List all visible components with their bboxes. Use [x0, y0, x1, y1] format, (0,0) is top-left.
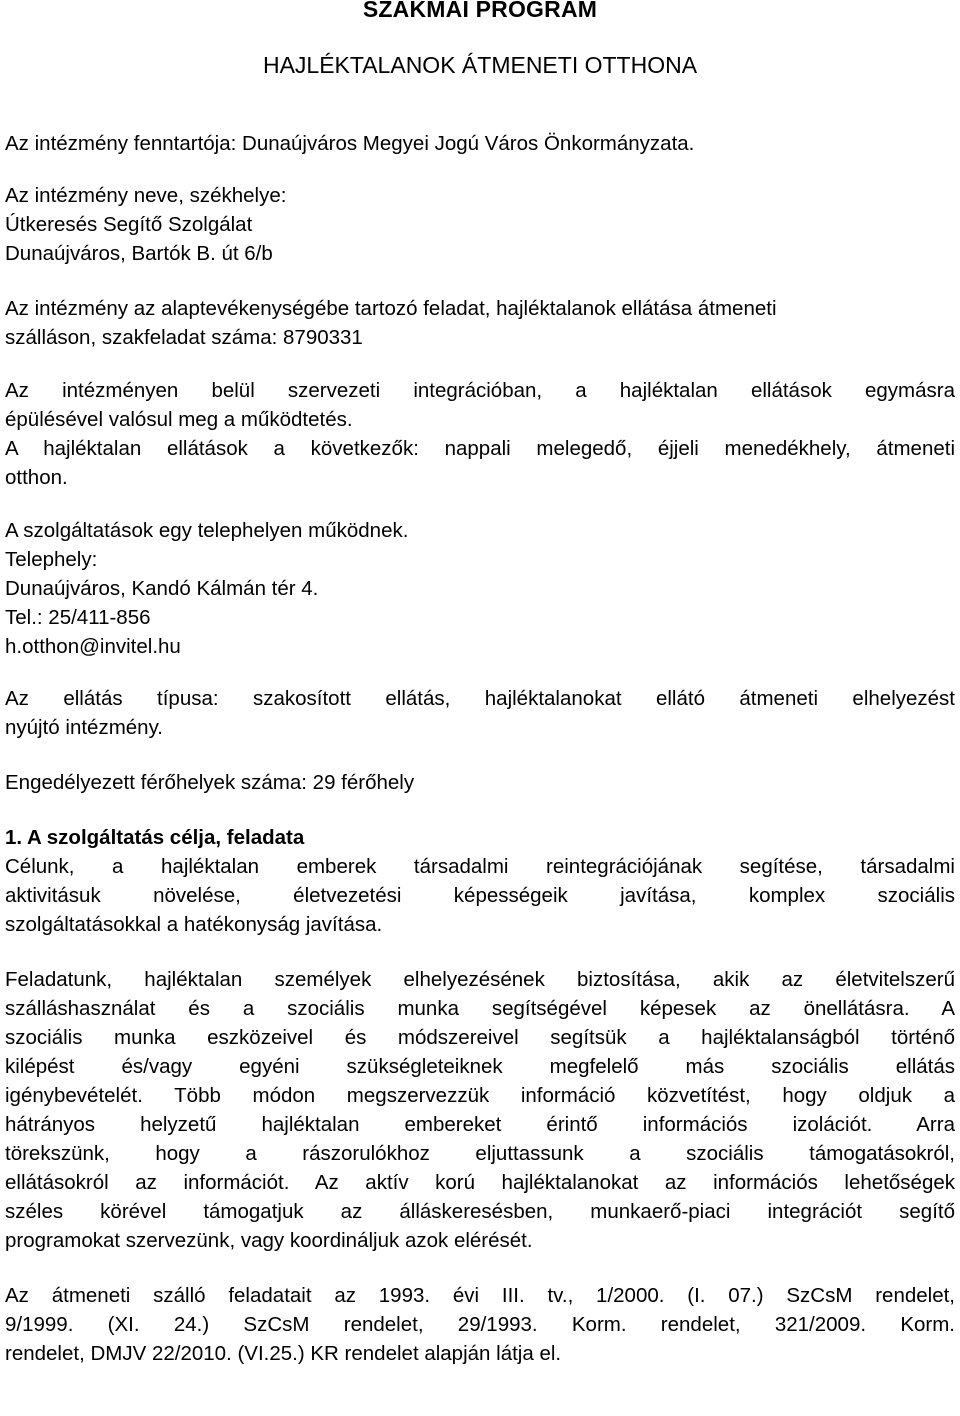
paragraph-line: Az átmeneti szálló feladatait az 1993. évi III. tv., 1/2000. (I. 07.) SzCsM rendelet,	[5, 1284, 955, 1307]
institution-name-label: Az intézmény neve, székhelye:	[5, 184, 287, 207]
paragraph-line: törekszünk, hogy a rászorulókhoz eljuttassunk a szociális támogatásokról,	[5, 1142, 955, 1165]
activity-line-1: Az intézmény az alaptevékenységébe tartozó feladat, hajléktalanok ellátása átmeneti	[5, 297, 777, 320]
document-page	[5, 0, 955, 1368]
paragraph-line: szociális munka eszközeivel és módszereivel segítsük a hajléktalanságból történő	[5, 1026, 955, 1049]
section-1-paragraph-1	[5, 852, 955, 939]
site-phone: Tel.: 25/411-856	[5, 606, 151, 629]
paragraph-line: széles körével támogatjuk az álláskeresésben, munkaerő-piaci integrációt segítő	[5, 1200, 955, 1223]
integration-line-3: A hajléktalan ellátások a következők: nappali melegedő, éjjeli menedékhely, átmeneti	[5, 437, 955, 460]
institution-name-block	[5, 181, 955, 268]
paragraph-line: programokat szervezünk, vagy koordináljuk azok elérését.	[5, 1229, 533, 1252]
paragraph-line: ellátásokról az információt. Az aktív korú hajléktalanokat az információs lehetőségek	[5, 1171, 955, 1194]
paragraph-line: aktivitásuk növelése, életvezetési képességeik javítása, komplex szociális	[5, 884, 955, 907]
service-type-block	[5, 684, 955, 742]
paragraph-line: 9/1999. (XI. 24.) SzCsM rendelet, 29/1993. Korm. rendelet, 321/2009. Korm.	[5, 1313, 955, 1336]
integration-line-2: épülésével valósul meg a működtetés.	[5, 408, 353, 431]
integration-line-4: otthon.	[5, 466, 68, 489]
integration-line-1: Az intézményen belül szervezeti integrációban, a hajléktalan ellátások egymásra	[5, 379, 955, 402]
institution-address: Dunaújváros, Bartók B. út 6/b	[5, 242, 273, 265]
capacity-line: Engedélyezett férőhelyek száma: 29 férőhely	[5, 771, 415, 794]
paragraph-line: hátrányos helyzetű hajléktalan embereket érintő információs izolációt. Arra	[5, 1113, 955, 1136]
service-type-line-1: Az ellátás típusa: szakosított ellátás, hajléktalanokat ellátó átmeneti elhelyezést	[5, 687, 955, 710]
section-1-heading: 1. A szolgáltatás célja, feladata	[5, 826, 305, 849]
maintainer-line: Az intézmény fenntartója: Dunaújváros Megyei Jogú Város Önkormányzata.	[5, 132, 695, 155]
paragraph-line: Célunk, a hajléktalan emberek társadalmi reintegrációjának segítése, társadalmi	[5, 855, 955, 878]
paragraph-line: szálláshasználat és a szociális munka segítségével képesek az önellátásra. A	[5, 997, 955, 1020]
activity-line-2: szálláson, szakfeladat száma: 8790331	[5, 326, 363, 349]
paragraph-line: kilépést és/vagy egyéni szükségleteiknek megfelelő más szociális ellátás	[5, 1055, 955, 1078]
site-intro: A szolgáltatások egy telephelyen működnek.	[5, 519, 409, 542]
section-1-paragraph-2	[5, 965, 955, 1255]
paragraph-line: rendelet, DMJV 22/2010. (VI.25.) KR rendelet alapján látja el.	[5, 1342, 562, 1365]
site-address: Dunaújváros, Kandó Kálmán tér 4.	[5, 577, 319, 600]
section-1-paragraph-3	[5, 1281, 955, 1368]
document-title: SZAKMAI PROGRAM	[362, 0, 598, 22]
site-label: Telephely:	[5, 548, 98, 571]
integration-block	[5, 376, 955, 492]
paragraph-line: Feladatunk, hajléktalan személyek elhelyezésének biztosítása, akik az életvitelszerű	[5, 968, 955, 991]
paragraph-line: igénybevételét. Több módon megszervezzük információ közvetítést, hogy oldjuk a	[5, 1084, 955, 1107]
site-block	[5, 516, 955, 661]
service-type-line-2: nyújtó intézmény.	[5, 716, 164, 739]
document-subtitle: HAJLÉKTALANOK ÁTMENETI OTTHONA	[262, 52, 698, 78]
activity-block	[5, 294, 955, 352]
paragraph-line: szolgáltatásokkal a hatékonyság javítása.	[5, 913, 383, 936]
institution-name: Útkeresés Segítő Szolgálat	[5, 213, 253, 236]
site-email: h.otthon@invitel.hu	[5, 635, 181, 658]
